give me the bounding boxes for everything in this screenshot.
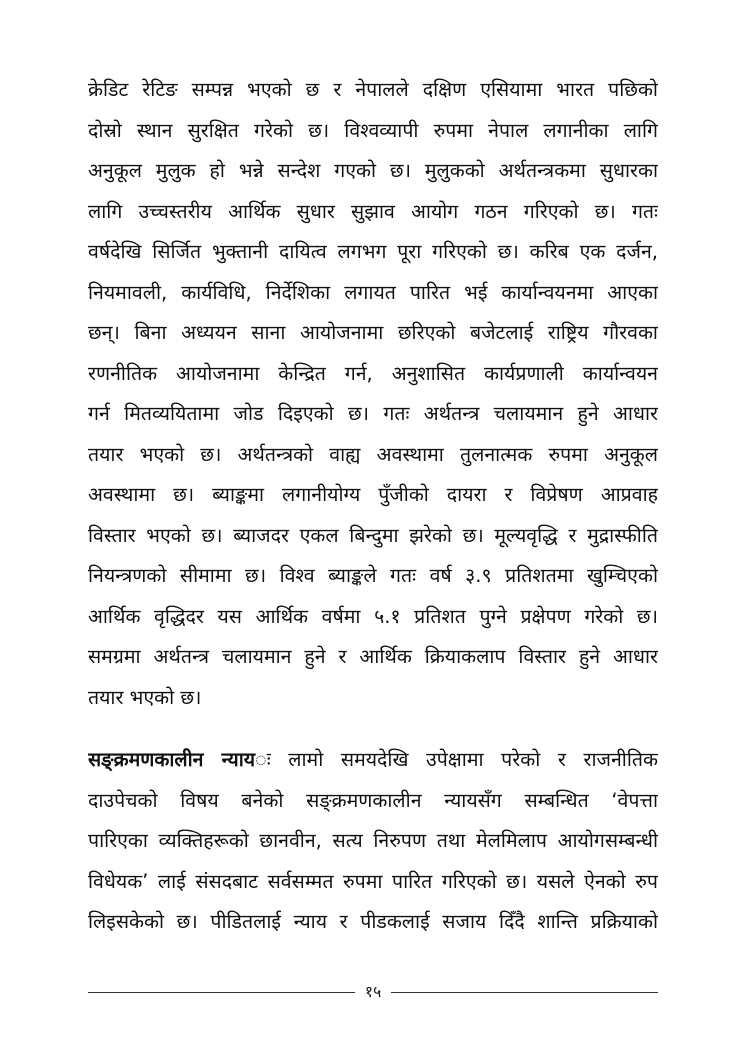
text-line: दाउपेचको विषय बनेको सङ्क्रमणकालीन न्यायसँग सम्बन्धित ‘वेपत्ता: [88, 788, 658, 812]
text-line: [88, 740, 658, 781]
text-line: विस्तार भएको छ। ब्याजदर एकल बिन्दुमा झरेको छ। मूल्यवृद्धि र मुद्रास्फीति: [88, 523, 658, 547]
text-line: लिइसकेको छ। पीडितलाई न्याय र पीडकलाई सजाय दिँदै शान्ति प्रक्रियाको: [88, 910, 658, 933]
text-line: पारिएका व्यक्तिहरूको छानवीन, सत्य निरुपण तथा मेलमिलाप आयोगसम्बन्धी: [88, 829, 658, 852]
text-line: वर्षदेखि सिर्जित भुक्तानी दायित्व लगभग पूरा गरिएको छ। करिब एक दर्जन,: [88, 240, 658, 263]
text-line: नियमावली, कार्यविधि, निर्देशिका लगायत पारित भई कार्यान्वयनमा आएका: [88, 280, 658, 304]
page-number: १५: [364, 982, 382, 1001]
text-line: अवस्थामा छ। ब्याङ्कमा लगानीयोग्य पुँजीको दायरा र विप्रेषण आप्रवाह: [88, 483, 658, 506]
footer-rule-left: [88, 992, 355, 993]
page-footer: [88, 980, 658, 1004]
text-line: क्रेडिट रेटिङ सम्पन्न भएको छ र नेपालले दक्षिण एसियामा भारत पछिको: [88, 78, 658, 101]
text-line: दोस्रो स्थान सुरक्षित गरेको छ। विश्वव्यापी रुपमा नेपाल लगानीका लागि: [88, 118, 658, 142]
footer-rule-right: [391, 992, 658, 993]
text-line: लागि उच्चस्तरीय आर्थिक सुधार सुझाव आयोग गठन गरिएको छ। गतः: [88, 199, 658, 223]
text-line: छन्। बिना अध्ययन साना आयोजनामा छरिएको बजेटलाई राष्ट्रिय गौरवका: [88, 321, 658, 344]
text-line: तयार भएको छ। अर्थतन्त्रको वाह्य अवस्थामा तुलनात्मक रुपमा अनुकूल: [88, 442, 658, 466]
paragraph-transitional-justice: [88, 740, 658, 943]
text-line: समग्रमा अर्थतन्त्र चलायमान हुने र आर्थिक क्रियाकलाप विस्तार हुने आधार: [88, 645, 658, 668]
paragraph-economy: [88, 70, 658, 718]
text-line: तयार भएको छ।: [88, 685, 202, 709]
text-line: रणनीतिक आयोजनामा केन्द्रित गर्न, अनुशासित कार्यप्रणाली कार्यान्वयन: [88, 361, 658, 385]
section-heading: सङ्क्रमणकालीन न्याय: [88, 748, 256, 771]
text-line: अनुकूल मुलुक हो भन्ने सन्देश गएको छ। मुलुकको अर्थतन्त्रकमा सुधारका: [88, 159, 658, 182]
text-line: गर्न मितव्ययितामा जोड दिइएको छ। गतः अर्थतन्त्र चलायमान हुने आधार: [88, 402, 658, 425]
heading-line-rest: ः लामो समयदेखि उपेक्षामा परेको र राजनीतिक: [255, 748, 658, 771]
text-line: नियन्त्रणको सीमामा छ। विश्व ब्याङ्कले गतः वर्ष ३.९ प्रतिशतमा खुम्चिएको: [88, 564, 658, 587]
text-line: विधेयक’ लाई संसदबाट सर्वसम्मत रुपमा पारित गरिएको छ। यसले ऐनको रुप: [88, 869, 658, 893]
text-line: आर्थिक वृद्धिदर यस आर्थिक वर्षमा ५.१ प्रतिशत पुग्ने प्रक्षेपण गरेको छ।: [88, 604, 658, 628]
